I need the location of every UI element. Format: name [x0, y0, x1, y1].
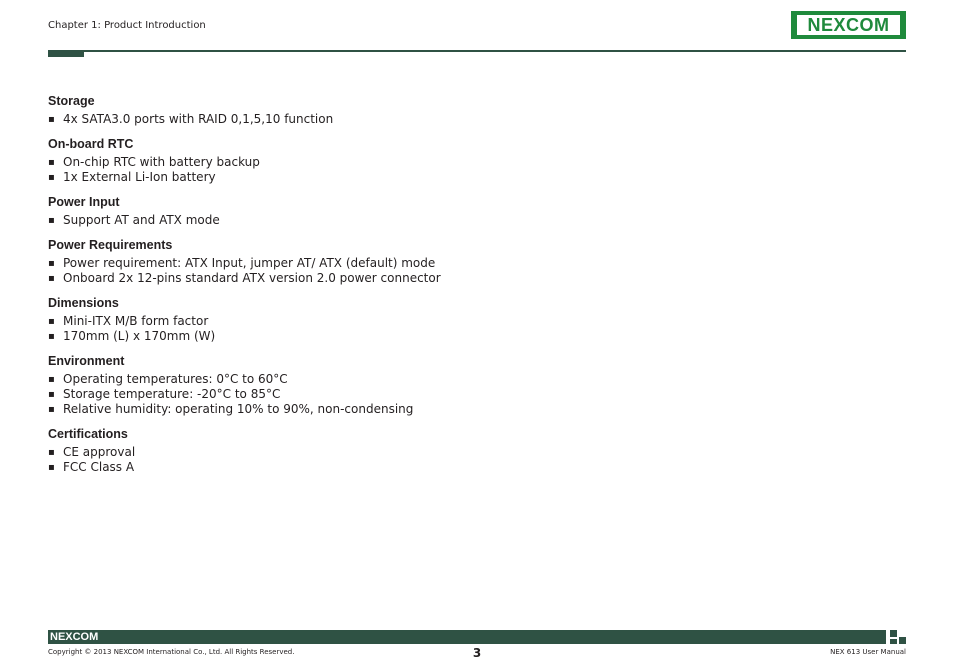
section-heading: Environment: [48, 354, 125, 368]
spec-section: [48, 136, 868, 185]
logo-text: NEXCOM: [807, 15, 890, 35]
list-item-text: Mini-ITX M/B form factor: [63, 314, 209, 328]
bullet-icon: ▪: [48, 114, 55, 125]
list-item: [48, 271, 868, 286]
list-item: [48, 256, 868, 271]
bullet-list: [48, 213, 868, 228]
list-item-text: 1x External Li-Ion battery: [63, 170, 216, 184]
list-item: [48, 314, 868, 329]
list-item: [48, 155, 868, 170]
bullet-icon: ▪: [48, 172, 55, 183]
section-heading: On-board RTC: [48, 137, 134, 151]
section-heading: Power Requirements: [48, 238, 173, 252]
section-heading: Power Input: [48, 195, 120, 209]
list-item-text: Relative humidity: operating 10% to 90%, non-condensing: [63, 402, 414, 416]
bullet-icon: ▪: [48, 389, 55, 400]
bullet-list: [48, 372, 868, 417]
bullet-icon: ▪: [48, 331, 55, 342]
list-item-text: FCC Class A: [63, 460, 135, 474]
manual-title: NEX 613 User Manual: [830, 648, 906, 656]
list-item-text: Storage temperature: -20°C to 85°C: [63, 387, 281, 401]
list-item: [48, 402, 868, 417]
list-item: [48, 445, 868, 460]
bullet-icon: ▪: [48, 157, 55, 168]
spec-section: [48, 295, 868, 344]
list-item-text: CE approval: [63, 445, 136, 459]
list-item: [48, 460, 868, 475]
bullet-icon: ▪: [48, 273, 55, 284]
spec-section: [48, 237, 868, 286]
footer-bar: [48, 630, 886, 644]
bullet-icon: ▪: [48, 258, 55, 269]
list-item: [48, 170, 868, 185]
chapter-title: Chapter 1: Product Introduction: [48, 20, 206, 31]
footer-logo: NEXCOM: [50, 631, 99, 643]
footer-square: [890, 639, 897, 644]
spec-section: [48, 93, 868, 127]
list-item-text: Operating temperatures: 0°C to 60°C: [63, 372, 288, 386]
spec-section: [48, 353, 868, 417]
bullet-list: [48, 112, 868, 127]
bullet-list: [48, 445, 868, 475]
bullet-list: [48, 256, 868, 286]
list-item-text: Onboard 2x 12-pins standard ATX version 2.0 power connector: [63, 271, 441, 285]
list-item: [48, 387, 868, 402]
spec-section: [48, 426, 868, 475]
list-item: [48, 213, 868, 228]
copyright-text: Copyright © 2013 NEXCOM International Co., Ltd. All Rights Reserved.: [48, 648, 295, 656]
bullet-icon: ▪: [48, 447, 55, 458]
nexcom-logo: [791, 11, 906, 39]
spec-section: [48, 194, 868, 228]
section-heading: Certifications: [48, 427, 128, 441]
header-tab: [48, 50, 84, 57]
list-item: [48, 372, 868, 387]
bullet-icon: ▪: [48, 374, 55, 385]
spec-content: [48, 93, 868, 484]
header-rule: [48, 50, 906, 52]
list-item-text: 4x SATA3.0 ports with RAID 0,1,5,10 function: [63, 112, 334, 126]
list-item: [48, 329, 868, 344]
bullet-list: [48, 155, 868, 185]
bullet-list: [48, 314, 868, 344]
bullet-icon: ▪: [48, 316, 55, 327]
list-item-text: On-chip RTC with battery backup: [63, 155, 260, 169]
list-item-text: Power requirement: ATX Input, jumper AT/ ATX (default) mode: [63, 256, 436, 270]
bullet-icon: ▪: [48, 462, 55, 473]
footer-square: [899, 637, 906, 644]
page-number: 3: [472, 646, 482, 660]
section-heading: Storage: [48, 94, 95, 108]
footer-square: [890, 630, 897, 637]
section-heading: Dimensions: [48, 296, 119, 310]
bullet-icon: ▪: [48, 404, 55, 415]
list-item-text: 170mm (L) x 170mm (W): [63, 329, 216, 343]
bullet-icon: ▪: [48, 215, 55, 226]
list-item-text: Support AT and ATX mode: [63, 213, 220, 227]
list-item: [48, 112, 868, 127]
